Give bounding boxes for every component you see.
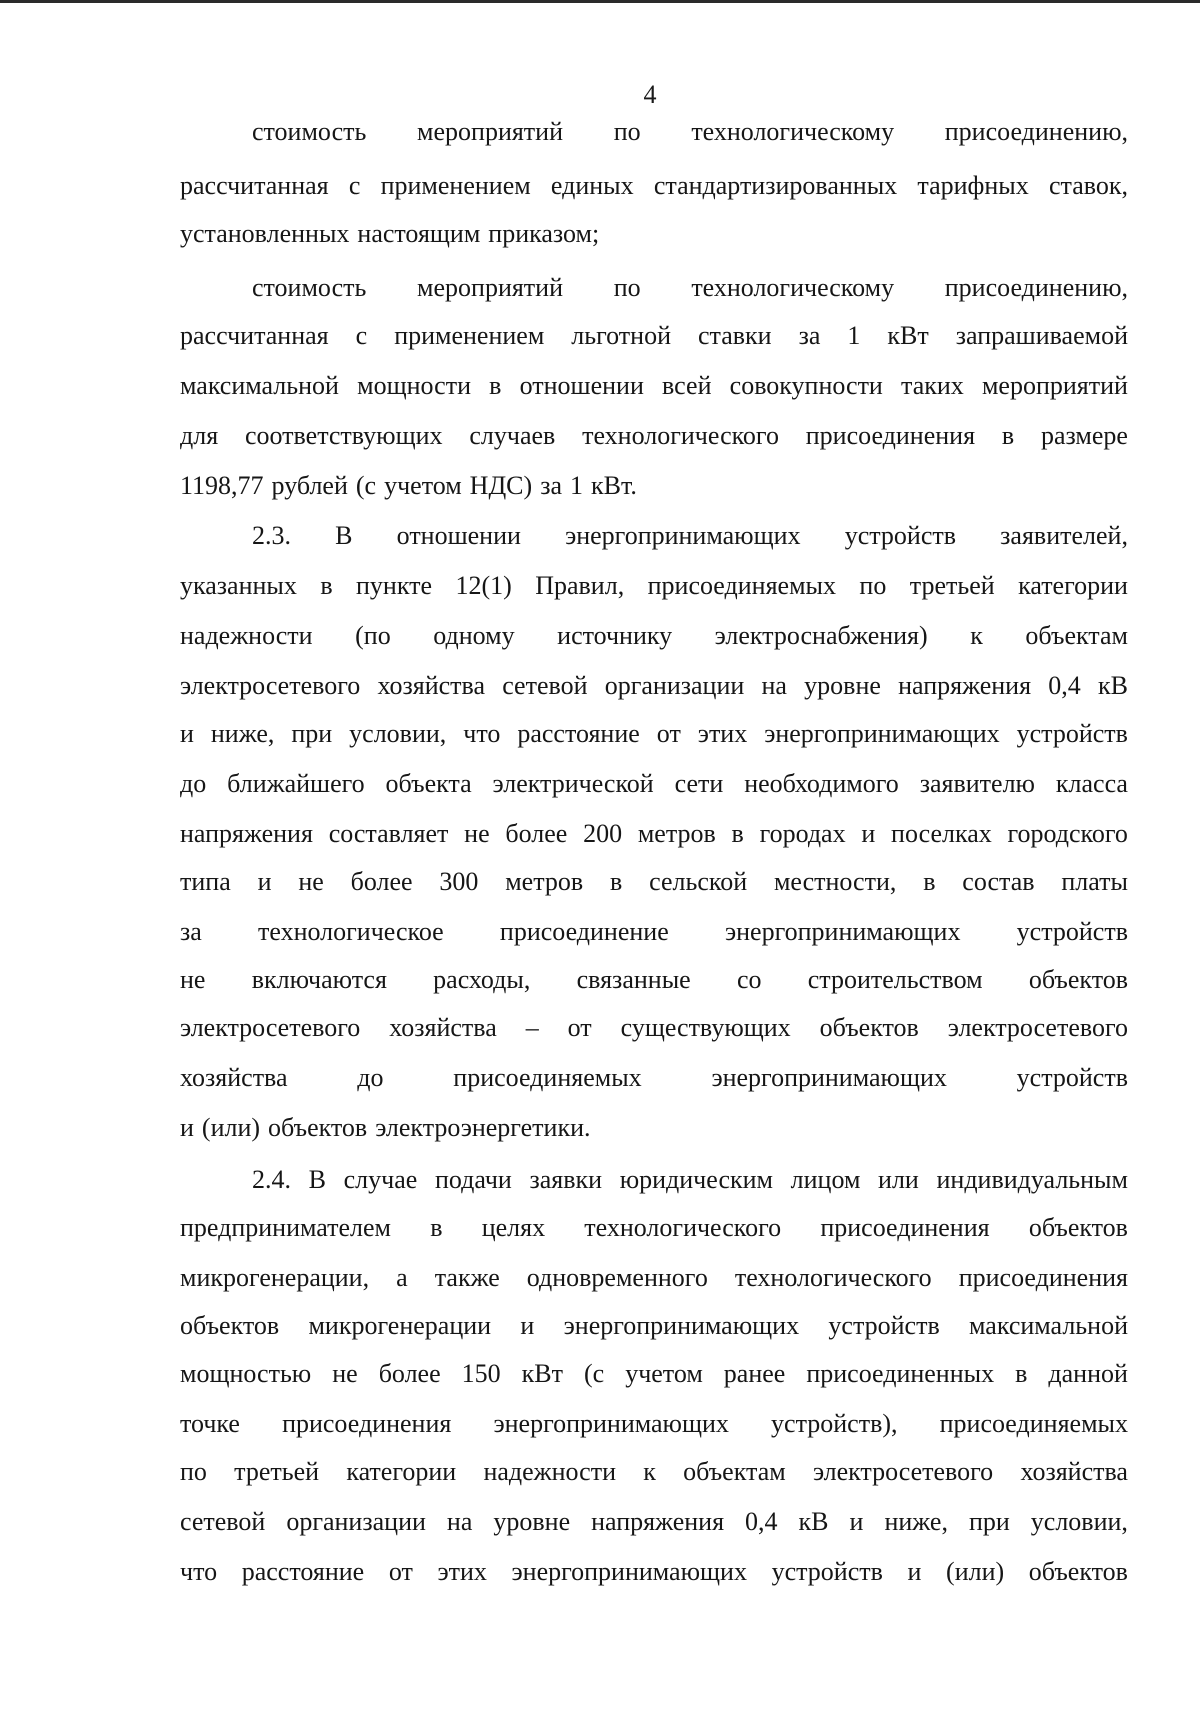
word: на [761,671,787,700]
word: объектов [1028,1213,1128,1242]
word: хозяйства [180,1063,288,1092]
word: 0,4 [745,1507,778,1536]
text-line [180,1262,1128,1294]
word: устройств [1016,719,1128,748]
word: со [736,965,762,994]
word: в [1001,421,1015,450]
word: индивидуальным [936,1165,1128,1194]
word: расходы, [433,965,531,994]
text-line [252,1164,1128,1196]
word: по [180,1457,207,1486]
word: объектов [1028,965,1128,994]
word: что [463,719,501,748]
word: мероприятий [981,371,1128,400]
word: (по [355,621,391,650]
word: кВт [521,1359,563,1388]
word: не [332,1359,358,1388]
word: присоединяемых [939,1409,1128,1438]
word: учетом [625,1359,703,1388]
word: и [180,719,194,748]
text-line [180,370,1128,402]
word: 2.3. [252,521,291,550]
word: что [180,1557,218,1586]
word: при [291,719,333,748]
word: одному [433,621,515,650]
word: класса [1055,769,1128,798]
word: объектов [268,1113,368,1142]
word: технологическому [691,273,895,302]
word: ближайшего [227,769,365,798]
word: в [489,371,502,400]
word: 12(1) [455,571,512,600]
word: хозяйства [377,671,485,700]
word: организации [604,671,745,700]
word: всей [662,371,712,400]
text-line [180,170,1128,202]
word: категории [346,1457,457,1486]
word: присоединения [958,1263,1128,1292]
text-line [180,1456,1128,1488]
word: заявителей, [1000,521,1128,550]
word: а [396,1263,408,1292]
word: (с [583,1359,605,1388]
word: 1 [570,471,583,500]
word: – [525,1013,539,1042]
word: хозяйства [1020,1457,1128,1486]
word: условии, [1030,1507,1128,1536]
word: в [320,571,333,600]
word: устройств [828,1311,940,1340]
word: технологическое [258,917,444,946]
word: присоединения [282,1409,452,1438]
word: электроэнергетики. [375,1113,591,1142]
word: в [1015,1359,1028,1388]
word: и [907,1557,922,1586]
word: связанные [576,965,691,994]
word: строительством [807,965,983,994]
word: мероприятий [417,273,564,302]
word: присоединения [820,1213,990,1242]
word: кВ [798,1507,829,1536]
word: (или) [946,1557,1005,1586]
word: объектам [1025,621,1128,650]
word: существующих [620,1013,791,1042]
word: стоимость [252,273,367,302]
word: целях [481,1213,546,1242]
word: этих [437,1557,487,1586]
word: 1198,77 [180,471,264,500]
word: более [350,867,413,896]
text-line [180,1212,1128,1244]
word: метров [637,819,716,848]
word: мощностью [180,1359,312,1388]
word: рассчитанная [180,171,329,200]
text-line [252,116,1128,148]
word: надежности [483,1457,617,1486]
text-line [180,818,1128,850]
word: таких [901,371,964,400]
word: 0,4 [1048,671,1081,700]
word: от [656,719,681,748]
word: на [446,1507,473,1536]
text-line [180,320,1128,352]
word: (с [355,471,377,500]
word: объектов [1028,1557,1128,1586]
word: напряжения [180,819,313,848]
word: ранее [723,1359,786,1388]
word: применением [380,171,531,200]
word: 2.4. [252,1165,291,1194]
word: (или) [201,1113,261,1142]
text-line [180,1112,1128,1144]
word: городах [759,819,846,848]
word: составляет [328,819,449,848]
word: напряжения [591,1507,725,1536]
word: при [968,1507,1010,1536]
word: присоединяемых [453,1063,642,1092]
word: до [180,769,207,798]
word: с [355,321,368,350]
word: отношении [396,521,521,550]
word: расстояние [241,1557,365,1586]
word: городского [1007,819,1128,848]
word: третьей [909,571,995,600]
word: присоединяемых [647,571,836,600]
word: применением [394,321,545,350]
word: объектам [683,1457,786,1486]
word: условии, [349,719,447,748]
word: максимальной [180,371,339,400]
text-line [180,218,1128,250]
word: уровне [804,671,881,700]
text-line [180,1310,1128,1342]
word: энергопринимающих [493,1409,729,1438]
word: заявки [529,1165,603,1194]
word: сельской [649,867,748,896]
text-line [252,272,1128,304]
word: и [257,867,272,896]
word: организации [286,1507,426,1536]
text-line [180,1012,1128,1044]
word: микрогенерации [308,1311,492,1340]
word: размере [1040,421,1128,450]
word: для [180,421,219,450]
text-line [180,420,1128,452]
word: приказом; [488,219,600,248]
word: присоединенных [806,1359,995,1388]
word: поселках [891,819,992,848]
word: за [180,917,202,946]
word: технологического [734,1263,932,1292]
text-line [180,1506,1128,1538]
text-line [180,768,1128,800]
word: и [180,1113,194,1142]
word: кВт. [591,471,637,500]
word: кВт [887,321,929,350]
word: присоединения [805,421,976,450]
word: за [540,471,562,500]
word: юридическим [619,1165,773,1194]
word: в [923,867,936,896]
text-line [180,620,1128,652]
word: случае [343,1165,418,1194]
word: в [430,1213,443,1242]
word: надежности [180,621,313,650]
word: В [335,521,353,550]
word: энергопринимающих [711,1063,947,1092]
word: за [798,321,821,350]
word: лицом [790,1165,861,1194]
word: до [357,1063,384,1092]
word: метров [505,867,584,896]
word: совокупности [729,371,883,400]
word: рассчитанная [180,321,329,350]
word: рублей [271,471,348,500]
word: третьей [234,1457,320,1486]
word: одновременного [526,1263,708,1292]
page-number: 4 [643,80,657,109]
word: энергопринимающих [764,719,1000,748]
word: от [567,1013,592,1042]
word: электросетевого [180,1013,361,1042]
word: присоединению, [944,273,1128,302]
word: типа [180,867,231,896]
word: кВ [1097,671,1128,700]
word: 1 [847,321,861,350]
word: ниже, [884,1507,948,1536]
word: источнику [557,621,673,650]
word: максимальной [969,1311,1128,1340]
word: предпринимателем [180,1213,392,1242]
word: данной [1048,1359,1128,1388]
word: более [505,819,568,848]
word: технологического [582,421,779,450]
word: расстояние [517,719,640,748]
word: напряжения [898,671,1032,700]
word: электроснабжения) [714,621,928,650]
word: стоимость [252,117,367,146]
word: электросетевого [812,1457,994,1486]
word: устройств [844,521,956,550]
word: присоединению, [944,117,1128,146]
text-line [180,470,1128,502]
word: тарифных [917,171,1029,200]
word: и [520,1311,535,1340]
word: местности, [773,867,897,896]
word: В [308,1165,326,1194]
word: точке [180,1409,240,1438]
word: энергопринимающих [724,917,961,946]
word: пункте [356,571,433,600]
word: устройств [1016,917,1128,946]
word: единых [550,171,634,200]
word: уровне [493,1507,571,1536]
word: объекта [385,769,472,798]
text-line [180,1062,1128,1094]
word: ставок, [1048,171,1128,200]
word: 200 [583,819,623,848]
word: хозяйства [389,1013,497,1042]
text-line [180,1408,1128,1440]
word: с [348,171,361,200]
word: энергопринимающих [563,1311,800,1340]
word: не [298,867,324,896]
word: сети [674,769,724,798]
text-line [180,866,1128,898]
word: микрогенерации, [180,1263,370,1292]
text-line [180,570,1128,602]
word: отношении [519,371,644,400]
text-line [180,1358,1128,1390]
word: случаев [469,421,556,450]
word: настоящим [357,219,481,248]
word: необходимого [744,769,899,798]
word: включаются [251,965,387,994]
word: также [434,1263,500,1292]
word: соответствующих [244,421,443,450]
word: указанных [180,571,297,600]
word: от [388,1557,413,1586]
word: учетом [384,471,462,500]
word: устройств), [771,1409,898,1438]
word: мощности [357,371,471,400]
text-line [180,916,1128,948]
word: стандартизированных [653,171,898,200]
word: технологического [584,1213,782,1242]
word: объектов [180,1311,280,1340]
word: и [849,1507,864,1536]
word: 300 [439,867,479,896]
text-line [180,670,1128,702]
word: по [613,273,641,302]
word: более [378,1359,441,1388]
word: в [610,867,623,896]
word: электрической [492,769,654,798]
word: 150 [461,1359,501,1388]
word: не [464,819,490,848]
word: энергопринимающих [565,521,801,550]
word: этих [697,719,748,748]
word: состав [962,867,1035,896]
word: устройств [771,1557,883,1586]
word: энергопринимающих [511,1557,747,1586]
word: устройств [1016,1063,1128,1092]
word: объектов [819,1013,919,1042]
word: электросетевого [947,1013,1128,1042]
word: подачи [434,1165,512,1194]
word: сетевой [180,1507,266,1536]
text-line [180,718,1128,750]
word: сетевой [502,671,588,700]
word: присоединение [499,917,669,946]
word: заявителю [919,769,1035,798]
word: ставки [698,321,772,350]
word: установленных [180,219,350,248]
word: запрашиваемой [955,321,1128,350]
word: технологическому [691,117,895,146]
word: НДС) [469,471,533,500]
word: Правил, [535,571,625,600]
word: категории [1018,571,1128,600]
word: электросетевого [180,671,361,700]
word: к [643,1457,656,1486]
text-line [180,964,1128,996]
word: и [861,819,876,848]
word: ниже, [210,719,275,748]
word: по [859,571,887,600]
word: или [878,1165,919,1194]
word: к [970,621,983,650]
word: платы [1061,867,1128,896]
word: по [613,117,641,146]
word: мероприятий [417,117,564,146]
word: льготной [571,321,671,350]
text-line [252,520,1128,552]
word: в [731,819,744,848]
text-line [180,1556,1128,1588]
word: не [180,965,206,994]
